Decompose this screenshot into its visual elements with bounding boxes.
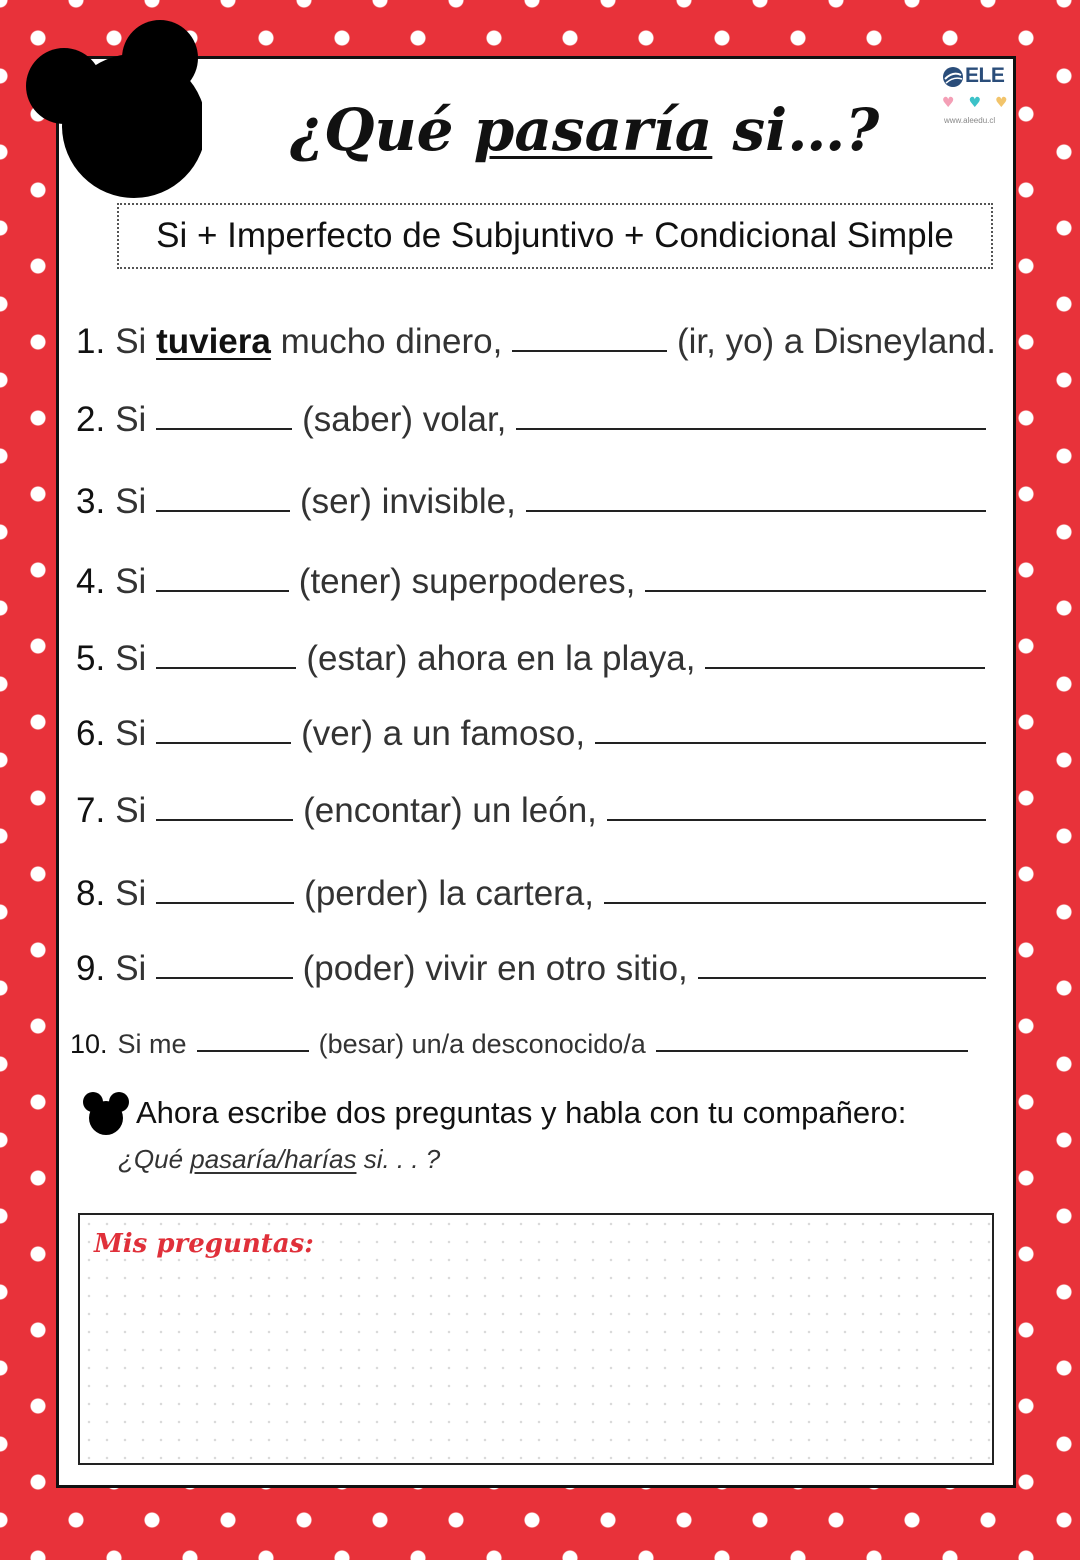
exercise-row-9: 9. Si (poder) vivir en otro sitio, [76,939,996,989]
exercise-row-4: 4. Si (tener) superpoderes, [76,552,996,602]
answer-box-label: Mis preguntas: [94,1229,314,1259]
exercise-row-2: 2. Si (saber) volar, [76,390,996,440]
mickey-head-icon [82,1090,130,1136]
answer-blank[interactable] [705,667,985,669]
answer-blank[interactable] [698,977,986,979]
page-title: ¿Qué pasaría si…? [290,96,880,164]
logo-text: ELE [965,64,1005,87]
verb-blank[interactable] [156,742,291,744]
grammar-rule-box: Si + Imperfecto de Subjuntivo + Condicional Simple [117,203,993,269]
verb-blank[interactable] [156,819,293,821]
exercise-row-5: 5. Si (estar) ahora en la playa, [76,629,996,679]
exercise-row-1: 1. Si tuviera mucho dinero, (ir, yo) a Disneyland. [76,322,996,361]
answer-blank[interactable] [512,350,667,352]
logo-hearts [942,95,1022,111]
answer-blank[interactable] [526,510,986,512]
heart-icon: ♥ [968,95,996,111]
heart-icon: ♥ [942,95,969,111]
answer-blank[interactable] [656,1050,968,1052]
answer-blank[interactable] [645,590,986,592]
logo-url: www.aleedu.cl [944,116,996,125]
answer-blank[interactable] [516,428,986,430]
verb-blank[interactable] [197,1050,309,1052]
answer-blank[interactable] [607,819,986,821]
heart-icon: ♥ [995,95,1022,111]
verb-blank[interactable] [156,977,292,979]
questions-writing-area[interactable] [78,1213,994,1465]
exercise-row-7: 7. Si (encontar) un león, [76,781,996,831]
verb-blank[interactable] [156,428,292,430]
verb-blank[interactable] [156,902,294,904]
sample-question: ¿Qué pasaría/harías si. . . ? [118,1144,441,1174]
exercise-row-6: 6. Si (ver) a un famoso, [76,704,996,754]
verb-blank[interactable] [156,667,296,669]
mickey-ears-icon [12,14,202,199]
example-answer: tuviera [156,322,271,361]
answer-blank[interactable] [604,902,986,904]
exercise-row-10: 10. Si me (besar) un/a desconocido/a [70,1010,990,1060]
answer-blank[interactable] [595,742,986,744]
instruction: Ahora escribe dos preguntas y habla con tu compañero: [82,1086,1042,1140]
exercise-row-8: 8. Si (perder) la cartera, [76,864,996,914]
globe-icon [942,66,964,88]
verb-blank[interactable] [156,510,290,512]
exercise-row-3: 3. Si (ser) invisible, [76,472,996,522]
verb-blank[interactable] [156,590,288,592]
